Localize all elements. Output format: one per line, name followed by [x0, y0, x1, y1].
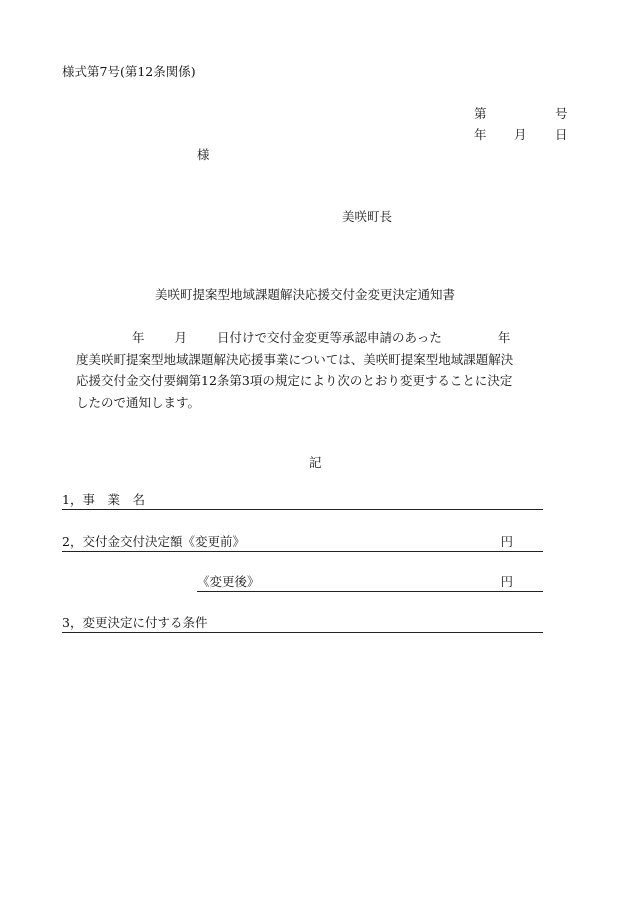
form-number: 様式第7号(第12条関係): [62, 64, 196, 79]
body-month-label: 月: [174, 330, 188, 345]
body-year-label: 年: [132, 330, 145, 345]
body-line-2: 度美咲町提案型地域課題解決応援事業については、美咲町提案型地域課題解決: [76, 351, 514, 367]
amount-after-label: 《変更後》: [197, 574, 260, 589]
amount-before-underline: [62, 551, 543, 552]
document-number-suffix: 号: [555, 106, 568, 121]
amount-before-label: 2，交付金交付決定額《変更前》: [62, 534, 245, 549]
body-line-1: [76, 327, 556, 349]
amount-after-underline: [197, 591, 543, 592]
business-name-underline: [62, 509, 543, 510]
date-year-label: 年: [474, 127, 487, 142]
body-line-1-text: 日付けで交付金変更等承認申請のあった: [217, 330, 442, 345]
conditions-row: [62, 617, 543, 632]
document-number-label: 第: [474, 106, 487, 121]
recipient-honorific: 様: [197, 147, 210, 162]
date-month-label: 月: [514, 127, 527, 142]
body-paragraph: [76, 327, 556, 413]
ki-heading: 記: [309, 455, 322, 470]
sender-name: 美咲町長: [342, 209, 393, 224]
amount-before-yen: 円: [500, 534, 513, 549]
conditions-label: 3，変更決定に付する条件: [62, 615, 208, 630]
business-name-row: [62, 494, 543, 509]
business-name-label: 1，事 業 名: [62, 492, 145, 507]
body-line-4: したので通知します。: [76, 394, 201, 410]
body-line-3: 応援交付金交付要綱第12条第3項の規定により次のとおり変更することに決定: [76, 373, 513, 388]
conditions-underline: [62, 632, 543, 633]
amount-before-row: [62, 536, 543, 551]
date-day-label: 日: [555, 127, 568, 142]
amount-after-yen: 円: [500, 574, 513, 589]
body-year2-label: 年: [497, 330, 511, 345]
amount-after-row: [197, 576, 543, 591]
document-title: 美咲町提案型地域課題解決応援交付金変更決定通知書: [155, 287, 456, 302]
